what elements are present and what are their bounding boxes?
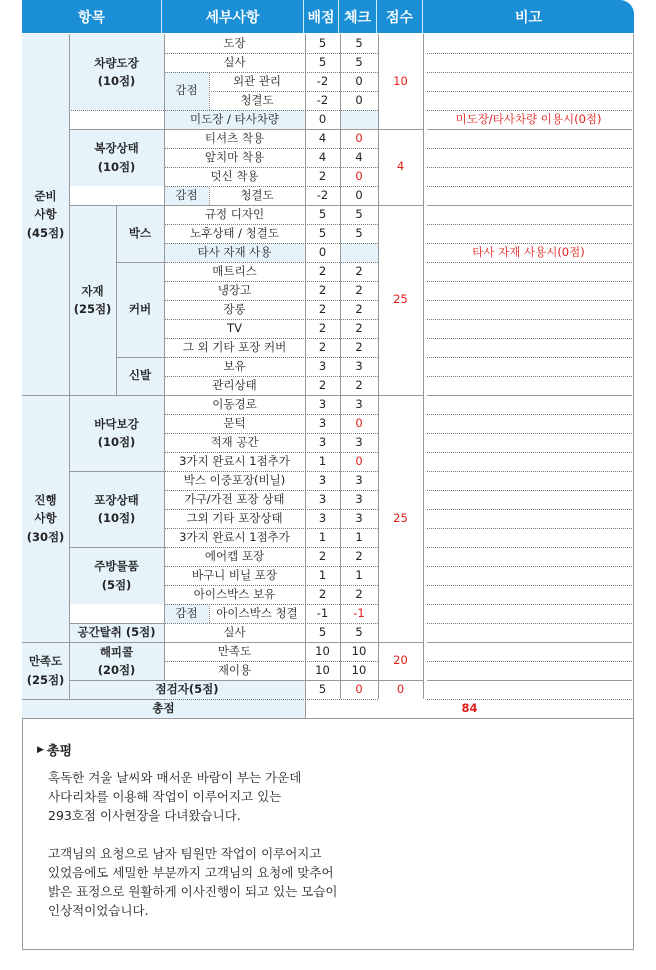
check-cell: 5 <box>355 624 363 639</box>
grid-line <box>164 148 378 149</box>
grid-line <box>427 661 632 662</box>
detail-cell: 실사 <box>223 54 246 69</box>
grid-line <box>164 300 378 301</box>
score-materials: 25 <box>393 292 408 307</box>
detail-cell: 규정 디자인 <box>204 206 265 221</box>
points-cell: 3 <box>318 358 327 373</box>
check-cell: 2 <box>355 377 363 392</box>
points-cell: 2 <box>318 301 327 316</box>
points-cell: -2 <box>316 92 329 107</box>
grid-line <box>427 452 632 453</box>
points-cell: 2 <box>318 263 327 278</box>
grid-line <box>427 53 632 54</box>
detail-cell: 보유 <box>223 358 246 373</box>
grid-line <box>164 167 378 168</box>
grid-line <box>427 623 632 624</box>
triangle-bullet-icon: ▶ <box>37 744 44 755</box>
points-cell: 0 <box>318 111 327 126</box>
points-cell: 10 <box>315 643 330 658</box>
score-attire: 4 <box>396 159 405 174</box>
detail-cell: 외관 관리 <box>232 73 282 88</box>
grid-line <box>69 680 164 681</box>
group-packing: 포장상태 (10점) <box>69 471 164 547</box>
deduct-label: 감점 <box>164 604 209 623</box>
header-score: 점수 <box>377 0 423 33</box>
detail-cell: 문턱 <box>223 415 246 430</box>
detail-cell: 아이스박스 보유 <box>193 586 276 601</box>
summary-heading <box>37 740 72 759</box>
points-cell: -1 <box>316 605 329 620</box>
check-cell: 2 <box>355 339 363 354</box>
check-cell <box>340 110 378 129</box>
grid-line <box>164 129 378 130</box>
grid-line <box>378 34 379 699</box>
points-cell: 3 <box>318 434 327 449</box>
detail-cell: 만족도 <box>217 643 252 658</box>
check-cell: 10 <box>351 643 367 658</box>
deduct-label: 감점 <box>164 72 209 110</box>
grid-line <box>427 547 632 548</box>
grid-line <box>427 319 632 320</box>
grid-line <box>116 357 164 358</box>
points-cell: -2 <box>316 73 329 88</box>
group-kitchen: 주방물품 (5점) <box>69 547 164 604</box>
points-cell: 5 <box>318 624 327 639</box>
grid-line <box>427 338 632 339</box>
grid-line <box>164 243 378 244</box>
group-floor: 바닥보강 (10점) <box>69 395 164 471</box>
points-cell: 2 <box>318 586 327 601</box>
grid-line <box>340 34 341 699</box>
grid-line <box>164 262 378 263</box>
points-cell: 3 <box>318 396 327 411</box>
detail-cell: 미도장 / 타사차량 <box>164 110 305 129</box>
grid-line <box>427 129 632 130</box>
grid-line <box>427 262 632 263</box>
grid-line <box>69 642 164 643</box>
detail-cell: 재이용 <box>217 662 252 677</box>
check-cell: 2 <box>355 548 363 563</box>
grid-line <box>164 642 378 643</box>
points-cell: 2 <box>318 320 327 335</box>
detail-cell: 타사 자재 사용 <box>164 243 305 262</box>
check-cell: 0 <box>355 453 363 468</box>
note-vehicle: 미도장/타사차량 이용시(0점) <box>455 111 602 126</box>
header-points: 배점 <box>304 0 339 33</box>
grid-line <box>164 680 378 681</box>
grid-line <box>164 395 378 396</box>
points-cell: 5 <box>318 225 327 240</box>
grid-line <box>164 604 378 605</box>
grid-line <box>378 395 423 396</box>
grid-line <box>69 129 164 130</box>
check-cell: -1 <box>353 605 365 620</box>
points-cell: 1 <box>318 567 327 582</box>
note-materials: 타사 자재 사용시(0점) <box>472 244 585 259</box>
check-cell: 2 <box>355 282 363 297</box>
header-check: 체크 <box>339 0 377 33</box>
check-cell: 3 <box>355 491 363 506</box>
detail-cell: 가구/가전 포장 상태 <box>184 491 285 506</box>
grid-line <box>427 509 632 510</box>
detail-cell: 냉장고 <box>217 282 252 297</box>
points-cell: 5 <box>318 35 327 50</box>
detail-cell: 청결도 <box>240 187 274 202</box>
check-cell: 4 <box>355 149 363 164</box>
detail-cell: 앞치마 착용 <box>204 149 265 164</box>
check-cell: 10 <box>351 662 367 677</box>
group-materials: 자재 (25점) <box>69 205 116 395</box>
points-cell: 2 <box>318 282 327 297</box>
inspector-label: 점검자(5점) <box>69 680 305 699</box>
grid-line <box>378 680 423 681</box>
check-cell: 5 <box>355 54 363 69</box>
check-cell: 3 <box>355 358 363 373</box>
points-cell: 3 <box>318 472 327 487</box>
grid-line <box>69 110 164 111</box>
grid-line <box>22 395 69 396</box>
detail-cell: 노후상태 / 청결도 <box>190 225 279 240</box>
grid-line <box>427 186 632 187</box>
detail-cell: 청결도 <box>240 92 274 107</box>
check-cell: 2 <box>355 263 363 278</box>
grid-line <box>378 642 423 643</box>
check-cell: 0 <box>355 73 363 88</box>
total-label: 총점 <box>22 699 305 718</box>
check-cell: 3 <box>355 510 363 525</box>
detail-cell: 박스 이중포장(비닐) <box>183 472 286 487</box>
detail-cell: 실사 <box>223 624 246 639</box>
grid-line <box>22 699 69 700</box>
points-cell: 4 <box>318 130 327 145</box>
grid-line <box>164 376 378 377</box>
grid-line <box>209 604 210 623</box>
grid-line <box>427 642 632 643</box>
points-cell: 2 <box>318 168 327 183</box>
score-progress: 25 <box>393 510 408 525</box>
points-cell: 2 <box>318 377 327 392</box>
grid-line <box>164 433 378 434</box>
points-cell: 5 <box>318 206 327 221</box>
grid-line <box>427 604 632 605</box>
grid-line <box>427 376 632 377</box>
grid-line <box>209 186 210 205</box>
grid-line <box>423 34 424 699</box>
group-airout: 공간탈취 (5점) <box>69 623 164 642</box>
grid-line <box>427 110 632 111</box>
subgroup-shoes: 신발 <box>116 357 164 395</box>
grid-line <box>69 547 164 548</box>
check-cell: 1 <box>355 567 363 582</box>
grid-line <box>378 205 423 206</box>
points-cell: 10 <box>315 662 330 677</box>
detail-cell: 티셔츠 착용 <box>204 130 265 145</box>
points-cell: 5 <box>318 54 327 69</box>
check-cell: 0 <box>355 187 363 202</box>
grid-line <box>69 34 70 699</box>
score-happycall: 20 <box>393 653 408 668</box>
group-attire: 복장상태 (10점) <box>69 129 164 186</box>
check-cell: 1 <box>355 529 363 544</box>
check-cell: 0 <box>355 681 363 696</box>
subgroup-box: 박스 <box>116 205 164 262</box>
detail-cell: 바구니 비닐 포장 <box>191 567 278 582</box>
grid-line <box>427 72 632 73</box>
grid-line <box>164 110 378 111</box>
grid-line <box>164 699 378 700</box>
grid-line <box>427 414 632 415</box>
grid-line <box>427 395 632 396</box>
group-happycall: 해피콜 (20점) <box>69 642 164 680</box>
grid-line <box>427 205 632 206</box>
score-vehicle: 10 <box>393 73 408 88</box>
grid-line <box>427 490 632 491</box>
points-cell: 5 <box>318 681 327 696</box>
grid-line <box>164 509 378 510</box>
summary-section <box>22 718 634 950</box>
grid-line <box>69 623 164 624</box>
check-cell: 5 <box>355 35 363 50</box>
grid-line <box>164 490 378 491</box>
grid-line <box>427 224 632 225</box>
grid-line <box>427 680 632 681</box>
category-satisfaction: 만족도 (25점) <box>22 642 69 699</box>
check-cell: 5 <box>355 206 363 221</box>
grid-line <box>116 262 164 263</box>
grid-line <box>164 585 378 586</box>
check-cell: 2 <box>355 586 363 601</box>
grid-line <box>116 205 117 395</box>
check-cell: 0 <box>355 168 363 183</box>
grid-line <box>164 528 378 529</box>
grid-line <box>164 186 378 187</box>
check-cell <box>340 243 378 262</box>
total-score: 84 <box>461 700 478 715</box>
grid-line <box>164 452 378 453</box>
grid-line <box>427 566 632 567</box>
grid-line <box>427 528 632 529</box>
grid-line <box>164 414 378 415</box>
grid-line <box>164 224 378 225</box>
evaluation-table <box>22 34 634 718</box>
detail-cell: 매트리스 <box>212 263 257 278</box>
grid-line <box>427 243 632 244</box>
grid-line <box>378 129 423 130</box>
header-details: 세부사항 <box>162 0 304 33</box>
check-cell: 0 <box>355 92 363 107</box>
grid-line <box>22 642 69 643</box>
detail-cell: 적재 공간 <box>210 434 259 449</box>
points-cell: 1 <box>318 529 327 544</box>
summary-paragraph: 혹독한 겨울 날씨와 매서운 바람이 부는 가운데 사다리차를 이용해 작업이 이루어지고 있는 293호점 이사현장을 다녀왔습니다. <box>48 770 302 823</box>
grid-line <box>69 471 164 472</box>
group-vehicle: 차량도장 (10점) <box>69 34 164 110</box>
points-cell: 1 <box>318 453 327 468</box>
grid-line <box>164 281 378 282</box>
grid-line <box>164 34 165 680</box>
deduct-label: 감점 <box>164 186 209 205</box>
grid-line <box>427 148 632 149</box>
detail-cell: 3가지 완료시 1점추가 <box>179 453 290 468</box>
score-inspector: 0 <box>396 681 405 696</box>
check-cell: 0 <box>355 130 363 145</box>
points-cell: 2 <box>318 548 327 563</box>
subgroup-cover: 커버 <box>116 262 164 357</box>
grid-line <box>427 585 632 586</box>
detail-cell: 그외 기타 포장상태 <box>186 510 283 525</box>
check-cell: 3 <box>355 396 363 411</box>
summary-paragraph: 고객님의 요청으로 남자 팀원만 작업이 이루어지고 있었음에도 세밀한 부분까지 고객님의 요청에 맞추어 밝은 표정으로 원활하게 이사진행이 되고 있는 모습이 인상적이었습니다. <box>48 846 338 918</box>
points-cell: 3 <box>318 415 327 430</box>
check-cell: 3 <box>355 472 363 487</box>
points-cell: 3 <box>318 510 327 525</box>
check-cell: 0 <box>355 415 363 430</box>
check-cell: 3 <box>355 434 363 449</box>
grid-line <box>69 699 164 700</box>
grid-line <box>427 167 632 168</box>
grid-line <box>427 471 632 472</box>
detail-cell: 그 외 기타 포장 커버 <box>182 339 287 354</box>
detail-cell: 이동경로 <box>212 396 257 411</box>
grid-line <box>164 72 378 73</box>
grid-line <box>164 566 378 567</box>
detail-cell: 관리상태 <box>212 377 257 392</box>
grid-line <box>69 395 164 396</box>
points-cell: 0 <box>318 244 327 259</box>
grid-line <box>164 547 378 548</box>
table-header <box>22 0 634 33</box>
grid-line <box>164 623 378 624</box>
detail-cell: 장롱 <box>223 301 246 316</box>
detail-cell: 덧신 착용 <box>210 168 259 183</box>
points-cell: 3 <box>318 491 327 506</box>
grid-line <box>427 699 632 700</box>
category-progress: 진행 사항 (30점) <box>22 395 69 642</box>
detail-cell: 에어캡 포장 <box>204 548 265 563</box>
grid-line <box>427 281 632 282</box>
grid-line <box>164 338 378 339</box>
summary-text <box>48 768 608 920</box>
grid-line <box>427 300 632 301</box>
category-prep: 준비 사항 (45점) <box>22 34 69 395</box>
check-cell: 2 <box>355 320 363 335</box>
grid-line <box>427 433 632 434</box>
detail-cell: 아이스박스 청결 <box>216 605 298 620</box>
detail-cell: TV <box>227 320 242 335</box>
detail-cell: 도장 <box>223 35 246 50</box>
grid-line <box>164 471 378 472</box>
points-cell: 2 <box>318 339 327 354</box>
grid-line <box>209 72 210 110</box>
points-cell: 4 <box>318 149 327 164</box>
check-cell: 2 <box>355 301 363 316</box>
detail-cell: 3가지 완료시 1점추가 <box>179 529 290 544</box>
grid-line <box>164 53 378 54</box>
grid-line <box>427 91 632 92</box>
grid-line <box>164 319 378 320</box>
header-items: 항목 <box>22 0 162 33</box>
points-cell: -2 <box>316 187 329 202</box>
check-cell: 5 <box>355 225 363 240</box>
summary-title: 총평 <box>46 744 73 759</box>
grid-line <box>164 661 378 662</box>
grid-line <box>209 91 378 92</box>
grid-line <box>427 357 632 358</box>
header-note: 비고 <box>514 9 543 26</box>
grid-line <box>305 34 306 718</box>
grid-line <box>164 357 378 358</box>
grid-line <box>164 205 378 206</box>
